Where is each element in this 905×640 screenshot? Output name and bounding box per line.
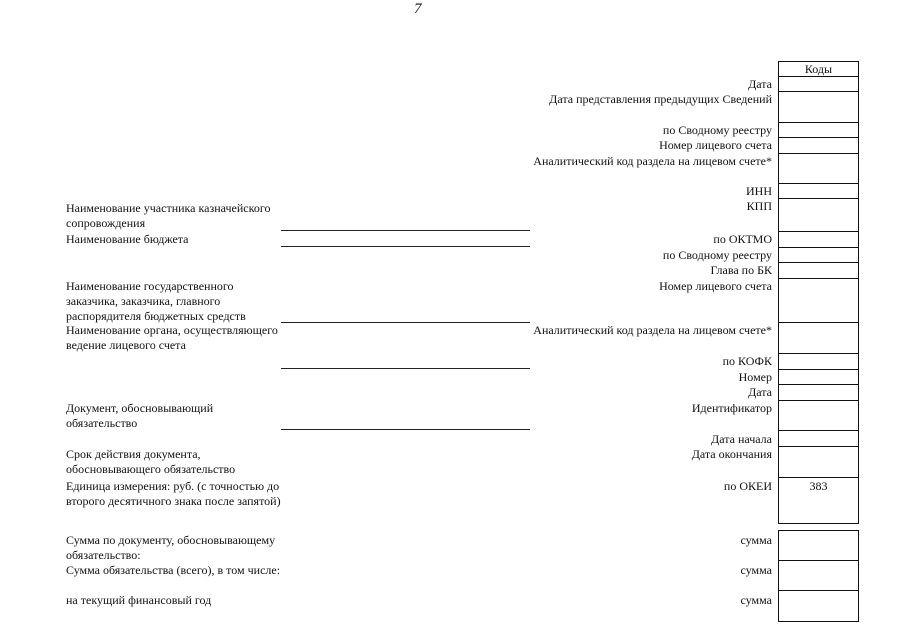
code-oktmo-field[interactable] [779,232,858,248]
submission-date-label: Дата представления предыдущих Сведений [549,92,772,106]
code-analytic-field-2[interactable] [779,323,858,354]
codes-header: Коды [779,62,858,77]
validity-label: Срок действия документа, обосновывающего обязательство [66,447,236,476]
code-analytic-field[interactable] [779,154,858,184]
code-registry-field[interactable] [779,123,858,138]
code-account-field-2[interactable] [779,279,858,323]
code-chapter-bk-field[interactable] [779,263,858,279]
number-label: Номер [738,370,772,384]
okei-label: по ОКЕИ [723,479,772,493]
sum-label-2: сумма [740,563,772,577]
account-number-label: Номер лицевого счета [659,138,772,152]
code-submission-date-field[interactable] [779,92,858,123]
kpp-label: КПП [746,199,772,213]
code-account-field[interactable] [779,138,858,154]
code-okei-field[interactable]: 383 [809,479,828,493]
chapter-bk-label: Глава по БК [710,263,772,277]
account-number-label-2: Номер лицевого счета [659,279,772,293]
sum-label-3: сумма [740,593,772,607]
doc-sum-field[interactable] [779,531,858,561]
date-label-2: Дата [748,385,772,399]
document-underline [281,429,530,430]
authority-underline [281,368,530,369]
participant-underline [281,230,530,231]
oktmo-label: по ОКТМО [713,232,772,246]
inn-label: ИНН [746,184,772,198]
authority-label: Наименование органа, осуществляющего ведение лицевого счета [66,323,278,352]
code-date-field[interactable] [779,77,858,92]
code-kpp-field[interactable] [779,199,858,232]
total-sum-label: Сумма обязательства (всего), в том числе: [66,563,281,577]
analytic-code-label-2: Аналитический код раздела на лицевом счете* [533,323,772,337]
identifier-label: Идентификатор [691,401,772,415]
date-label: Дата [748,77,772,91]
end-date-label: Дата окончания [691,447,772,461]
kofk-label: по КОФК [722,354,772,368]
current-year-label: на текущий финансовый год [66,593,212,607]
unit-label: Единица измерения: руб. (с точностью до второго десятичного знака после запятой) [66,479,281,508]
codes-table [778,61,859,524]
code-number-field[interactable] [779,370,858,385]
page-number-mark: 7 [414,1,422,17]
code-start-date-field[interactable] [779,431,858,447]
current-year-sum-field[interactable] [779,591,858,621]
doc-sum-label: Сумма по документу, обосновывающему обязательство: [66,533,276,562]
analytic-code-label: Аналитический код раздела на лицевом счете* [533,154,772,168]
participant-label: Наименование участника казначейского сопровождения [66,201,271,230]
code-identifier-field[interactable] [779,401,858,431]
code-date-field-2[interactable] [779,385,858,401]
consolidated-registry-label-2: по Сводному реестру [662,248,772,262]
code-registry-field-2[interactable] [779,248,858,263]
sum-label-1: сумма [740,533,772,547]
document-label: Документ, обосновывающий обязательство [66,401,214,430]
start-date-label: Дата начала [711,432,772,446]
sum-table [778,530,859,622]
consolidated-registry-label: по Сводному реестру [662,123,772,137]
code-end-date-field[interactable] [779,447,858,478]
customer-label: Наименование государственного заказчика, заказчика, главного распорядителя бюджетных средств [66,279,246,323]
code-inn-field[interactable] [779,184,858,199]
customer-underline [281,322,530,323]
budget-underline [281,246,530,247]
budget-label: Наименование бюджета [66,232,189,246]
total-sum-field[interactable] [779,561,858,591]
code-kofk-field[interactable] [779,354,858,370]
